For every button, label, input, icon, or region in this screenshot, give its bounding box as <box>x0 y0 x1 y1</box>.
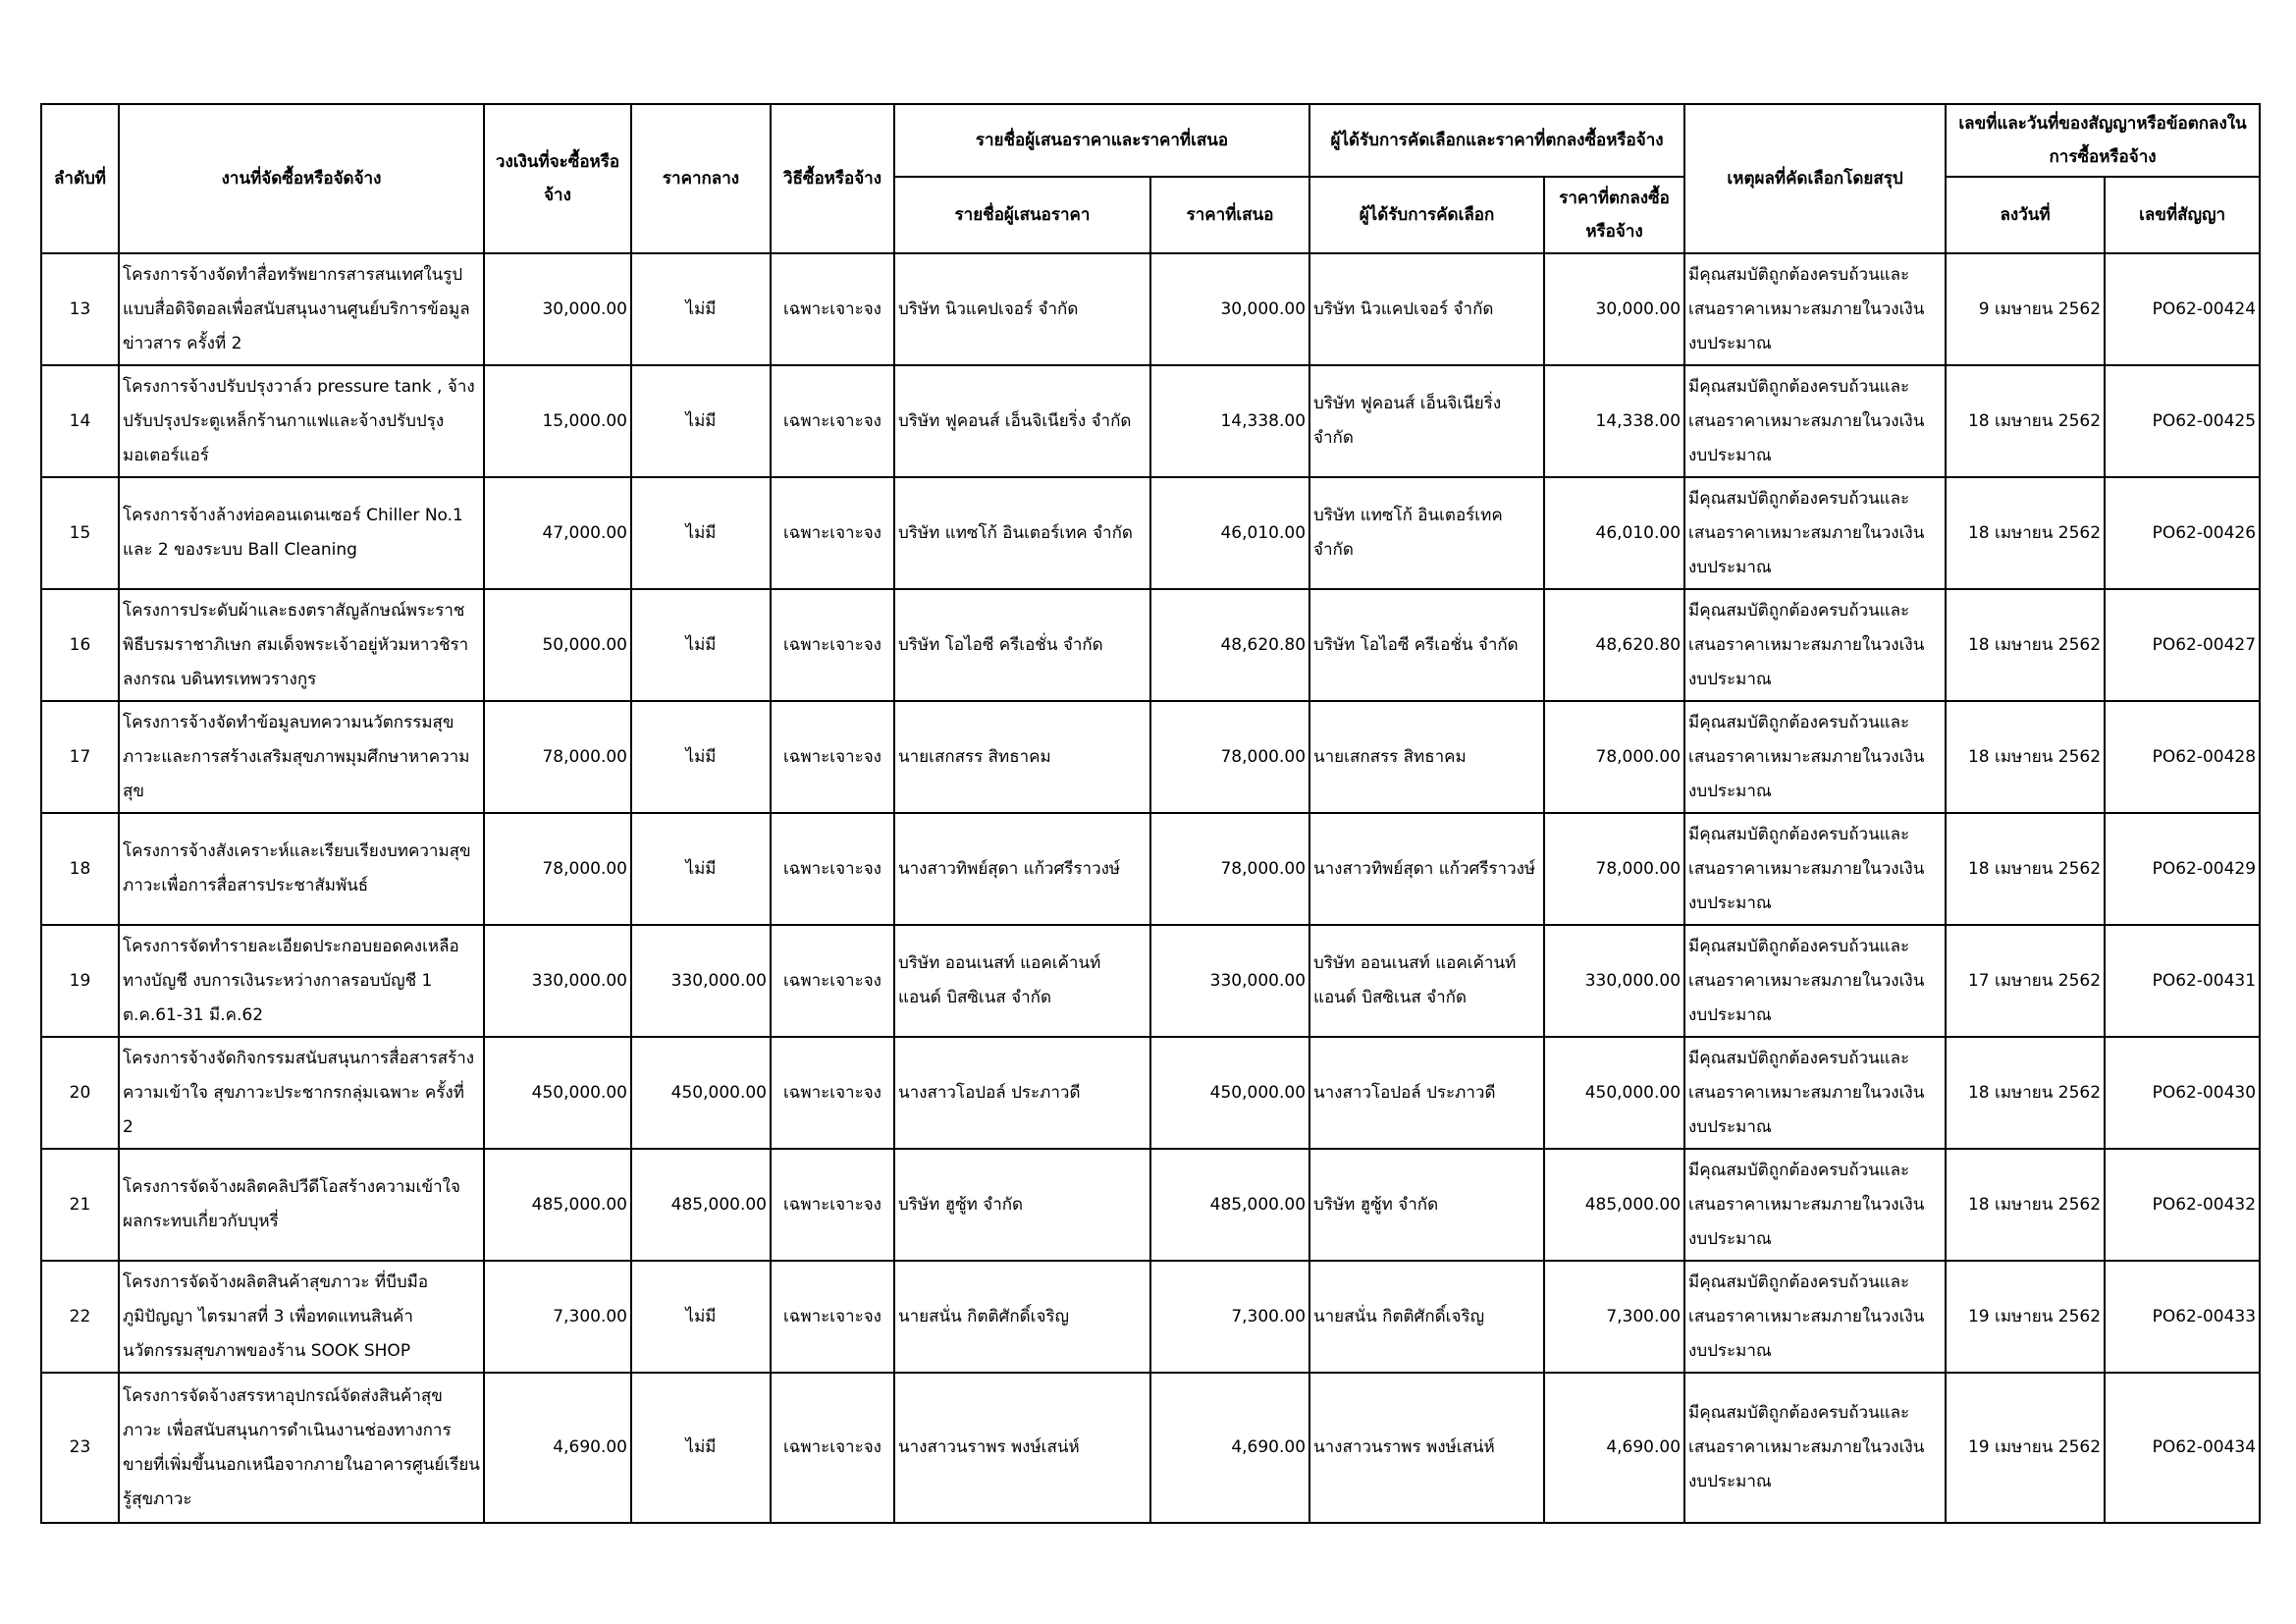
cell-contract-date: 18 เมษายน 2562 <box>1946 365 2105 477</box>
cell-reason: มีคุณสมบัติถูกต้องครบถ้วนและเสนอราคาเหมาะสมภายในวงเงินงบประมาณ <box>1684 925 1946 1037</box>
cell-reason: มีคุณสมบัติถูกต้องครบถ้วนและเสนอราคาเหมาะสมภายในวงเงินงบประมาณ <box>1684 1373 1946 1523</box>
cell-no: 17 <box>41 701 119 813</box>
cell-no: 20 <box>41 1037 119 1149</box>
cell-contract-no: PO62-00428 <box>2105 701 2260 813</box>
cell-selected: บริษัท ฮูซู้ท จำกัด <box>1309 1149 1544 1261</box>
cell-budget: 450,000.00 <box>484 1037 631 1149</box>
cell-median-price: 485,000.00 <box>631 1149 771 1261</box>
header-contract-group: เลขที่และวันที่ของสัญญาหรือข้อตกลงในการซื้อหรือจ้าง <box>1946 104 2260 177</box>
cell-bid-price: 46,010.00 <box>1150 477 1309 589</box>
cell-contract-date: 18 เมษายน 2562 <box>1946 1149 2105 1261</box>
table-row <box>41 1149 2260 1261</box>
cell-selected: นายสนั่น กิตติศักดิ์เจริญ <box>1309 1261 1544 1373</box>
cell-median-price: ไม่มี <box>631 1373 771 1523</box>
cell-contract-date: 19 เมษายน 2562 <box>1946 1261 2105 1373</box>
cell-selected: นางสาวนราพร พงษ์เสน่ห์ <box>1309 1373 1544 1523</box>
cell-no: 23 <box>41 1373 119 1523</box>
table-row <box>41 1261 2260 1373</box>
cell-contract-no: PO62-00425 <box>2105 365 2260 477</box>
cell-contract-no: PO62-00431 <box>2105 925 2260 1037</box>
cell-no: 13 <box>41 253 119 365</box>
cell-agreed-price: 14,338.00 <box>1544 365 1684 477</box>
table-body <box>41 253 2260 1523</box>
cell-no: 19 <box>41 925 119 1037</box>
cell-bid-price: 450,000.00 <box>1150 1037 1309 1149</box>
cell-budget: 78,000.00 <box>484 701 631 813</box>
header-selected-name: ผู้ได้รับการคัดเลือก <box>1309 177 1544 253</box>
cell-contract-no: PO62-00424 <box>2105 253 2260 365</box>
cell-contract-date: 18 เมษายน 2562 <box>1946 477 2105 589</box>
table-row <box>41 1373 2260 1523</box>
cell-bid-price: 14,338.00 <box>1150 365 1309 477</box>
cell-median-price: ไม่มี <box>631 589 771 701</box>
cell-bid-price: 78,000.00 <box>1150 701 1309 813</box>
cell-agreed-price: 485,000.00 <box>1544 1149 1684 1261</box>
cell-budget: 47,000.00 <box>484 477 631 589</box>
cell-bid-price: 48,620.80 <box>1150 589 1309 701</box>
cell-bid-price: 485,000.00 <box>1150 1149 1309 1261</box>
table-row <box>41 589 2260 701</box>
cell-no: 14 <box>41 365 119 477</box>
header-bid-price: ราคาที่เสนอ <box>1150 177 1309 253</box>
cell-reason: มีคุณสมบัติถูกต้องครบถ้วนและเสนอราคาเหมาะสมภายในวงเงินงบประมาณ <box>1684 701 1946 813</box>
cell-reason: มีคุณสมบัติถูกต้องครบถ้วนและเสนอราคาเหมาะสมภายในวงเงินงบประมาณ <box>1684 589 1946 701</box>
cell-bidder: บริษัท นิวแคปเจอร์ จำกัด <box>894 253 1150 365</box>
cell-bid-price: 78,000.00 <box>1150 813 1309 925</box>
cell-method: เฉพาะเจาะจง <box>771 813 894 925</box>
cell-budget: 30,000.00 <box>484 253 631 365</box>
header-bidder-name: รายชื่อผู้เสนอราคา <box>894 177 1150 253</box>
cell-no: 18 <box>41 813 119 925</box>
cell-budget: 50,000.00 <box>484 589 631 701</box>
cell-project: โครงการจัดจ้างผลิตสินค้าสุขภาวะ ที่บีบมือภูมิปัญญา ไตรมาสที่ 3 เพื่อทดแทนสินค้านวัตกรรมสุขภาพของร้าน SOOK SHOP <box>119 1261 484 1373</box>
cell-budget: 7,300.00 <box>484 1261 631 1373</box>
table-row <box>41 365 2260 477</box>
cell-agreed-price: 48,620.80 <box>1544 589 1684 701</box>
cell-contract-no: PO62-00429 <box>2105 813 2260 925</box>
cell-reason: มีคุณสมบัติถูกต้องครบถ้วนและเสนอราคาเหมาะสมภายในวงเงินงบประมาณ <box>1684 1149 1946 1261</box>
cell-agreed-price: 7,300.00 <box>1544 1261 1684 1373</box>
cell-agreed-price: 78,000.00 <box>1544 701 1684 813</box>
cell-median-price: ไม่มี <box>631 477 771 589</box>
cell-contract-date: 18 เมษายน 2562 <box>1946 1037 2105 1149</box>
cell-contract-date: 17 เมษายน 2562 <box>1946 925 2105 1037</box>
cell-reason: มีคุณสมบัติถูกต้องครบถ้วนและเสนอราคาเหมาะสมภายในวงเงินงบประมาณ <box>1684 365 1946 477</box>
cell-selected: บริษัท ออนเนสท์ แอคเค้านท์ แอนด์ บิสซิเนส จำกัด <box>1309 925 1544 1037</box>
cell-contract-date: 18 เมษายน 2562 <box>1946 589 2105 701</box>
cell-method: เฉพาะเจาะจง <box>771 1037 894 1149</box>
cell-bid-price: 7,300.00 <box>1150 1261 1309 1373</box>
cell-median-price: 450,000.00 <box>631 1037 771 1149</box>
header-no: ลำดับที่ <box>41 104 119 253</box>
cell-method: เฉพาะเจาะจง <box>771 1149 894 1261</box>
cell-contract-date: 9 เมษายน 2562 <box>1946 253 2105 365</box>
cell-no: 16 <box>41 589 119 701</box>
cell-median-price: ไม่มี <box>631 701 771 813</box>
cell-selected: บริษัท แทซโก้ อินเตอร์เทค จำกัด <box>1309 477 1544 589</box>
cell-bidder: บริษัท ฮูซู้ท จำกัด <box>894 1149 1150 1261</box>
table-row <box>41 925 2260 1037</box>
cell-contract-no: PO62-00434 <box>2105 1373 2260 1523</box>
cell-bidder: นายเสกสรร สิทธาคม <box>894 701 1150 813</box>
cell-reason: มีคุณสมบัติถูกต้องครบถ้วนและเสนอราคาเหมาะสมภายในวงเงินงบประมาณ <box>1684 253 1946 365</box>
cell-project: โครงการจ้างล้างท่อคอนเดนเซอร์ Chiller No.1 และ 2 ของระบบ Ball Cleaning <box>119 477 484 589</box>
cell-bidder: บริษัท โอไอซี ครีเอชั่น จำกัด <box>894 589 1150 701</box>
cell-selected: บริษัท โอไอซี ครีเอชั่น จำกัด <box>1309 589 1544 701</box>
cell-median-price: ไม่มี <box>631 1261 771 1373</box>
cell-budget: 4,690.00 <box>484 1373 631 1523</box>
cell-project: โครงการจัดจ้างผลิตคลิปวีดีโอสร้างความเข้าใจผลกระทบเกี่ยวกับบุหรี่ <box>119 1149 484 1261</box>
header-agreed-price: ราคาที่ตกลงซื้อหรือจ้าง <box>1544 177 1684 253</box>
cell-method: เฉพาะเจาะจง <box>771 589 894 701</box>
cell-bidder: บริษัท แทซโก้ อินเตอร์เทค จำกัด <box>894 477 1150 589</box>
cell-bid-price: 30,000.00 <box>1150 253 1309 365</box>
cell-project: โครงการจ้างจัดทำข้อมูลบทความนวัตกรรมสุขภาวะและการสร้างเสริมสุขภาพมุมศึกษาหาความสุข <box>119 701 484 813</box>
cell-reason: มีคุณสมบัติถูกต้องครบถ้วนและเสนอราคาเหมาะสมภายในวงเงินงบประมาณ <box>1684 477 1946 589</box>
cell-selected: นางสาวโอปอล์ ประภาวดี <box>1309 1037 1544 1149</box>
table-row <box>41 253 2260 365</box>
cell-agreed-price: 78,000.00 <box>1544 813 1684 925</box>
cell-project: โครงการประดับผ้าและธงตราสัญลักษณ์พระราชพิธีบรมราชาภิเษก สมเด็จพระเจ้าอยู่หัวมหาวชิราลงกรณ บดินทรเทพวรางกูร <box>119 589 484 701</box>
cell-selected: บริษัท นิวแคปเจอร์ จำกัด <box>1309 253 1544 365</box>
cell-bid-price: 330,000.00 <box>1150 925 1309 1037</box>
header-reason: เหตุผลที่คัดเลือกโดยสรุป <box>1684 104 1946 253</box>
header-project: งานที่จัดซื้อหรือจัดจ้าง <box>119 104 484 253</box>
table-row <box>41 701 2260 813</box>
header-bidders-group: รายชื่อผู้เสนอราคาและราคาที่เสนอ <box>894 104 1309 177</box>
cell-project: โครงการจ้างสังเคราะห์และเรียบเรียงบทความสุขภาวะเพื่อการสื่อสารประชาสัมพันธ์ <box>119 813 484 925</box>
cell-bidder: นางสาวนราพร พงษ์เสน่ห์ <box>894 1373 1150 1523</box>
cell-no: 21 <box>41 1149 119 1261</box>
cell-method: เฉพาะเจาะจง <box>771 1261 894 1373</box>
cell-contract-no: PO62-00430 <box>2105 1037 2260 1149</box>
cell-median-price: ไม่มี <box>631 813 771 925</box>
cell-method: เฉพาะเจาะจง <box>771 365 894 477</box>
cell-no: 15 <box>41 477 119 589</box>
cell-budget: 15,000.00 <box>484 365 631 477</box>
cell-agreed-price: 330,000.00 <box>1544 925 1684 1037</box>
cell-contract-no: PO62-00432 <box>2105 1149 2260 1261</box>
cell-contract-no: PO62-00426 <box>2105 477 2260 589</box>
cell-method: เฉพาะเจาะจง <box>771 477 894 589</box>
table-row <box>41 477 2260 589</box>
header-selected-group: ผู้ได้รับการคัดเลือกและราคาที่ตกลงซื้อหรือจ้าง <box>1309 104 1684 177</box>
cell-contract-no: PO62-00433 <box>2105 1261 2260 1373</box>
cell-bidder: นายสนั่น กิตติศักดิ์เจริญ <box>894 1261 1150 1373</box>
cell-agreed-price: 30,000.00 <box>1544 253 1684 365</box>
cell-selected: บริษัท ฟูคอนส์ เอ็นจิเนียริ่ง จำกัด <box>1309 365 1544 477</box>
cell-agreed-price: 450,000.00 <box>1544 1037 1684 1149</box>
cell-median-price: 330,000.00 <box>631 925 771 1037</box>
cell-contract-no: PO62-00427 <box>2105 589 2260 701</box>
cell-budget: 485,000.00 <box>484 1149 631 1261</box>
table-row <box>41 813 2260 925</box>
procurement-table <box>40 103 2261 1524</box>
table-row <box>41 1037 2260 1149</box>
cell-project: โครงการจัดทำรายละเอียดประกอบยอดคงเหลือทางบัญชี งบการเงินระหว่างกาลรอบบัญชี 1 ต.ค.61-31 มี.ค.62 <box>119 925 484 1037</box>
cell-median-price: ไม่มี <box>631 365 771 477</box>
cell-method: เฉพาะเจาะจง <box>771 253 894 365</box>
cell-reason: มีคุณสมบัติถูกต้องครบถ้วนและเสนอราคาเหมาะสมภายในวงเงินงบประมาณ <box>1684 1037 1946 1149</box>
cell-budget: 330,000.00 <box>484 925 631 1037</box>
cell-contract-date: 19 เมษายน 2562 <box>1946 1373 2105 1523</box>
cell-project: โครงการจัดจ้างสรรหาอุปกรณ์จัดส่งสินค้าสุขภาวะ เพื่อสนับสนุนการดำเนินงานช่องทางการขายที่เพิ่มขึ้นนอกเหนือจากภายในอาคารศูนย์เรียนรู้สุขภาวะ <box>119 1373 484 1523</box>
cell-selected: นางสาวทิพย์สุดา แก้วศรีราวงษ์ <box>1309 813 1544 925</box>
cell-reason: มีคุณสมบัติถูกต้องครบถ้วนและเสนอราคาเหมาะสมภายในวงเงินงบประมาณ <box>1684 1261 1946 1373</box>
table-header <box>41 104 2260 253</box>
cell-budget: 78,000.00 <box>484 813 631 925</box>
cell-method: เฉพาะเจาะจง <box>771 925 894 1037</box>
cell-bidder: นางสาวทิพย์สุดา แก้วศรีราวงษ์ <box>894 813 1150 925</box>
header-median-price: ราคากลาง <box>631 104 771 253</box>
cell-agreed-price: 46,010.00 <box>1544 477 1684 589</box>
header-contract-date: ลงวันที่ <box>1946 177 2105 253</box>
cell-contract-date: 18 เมษายน 2562 <box>1946 813 2105 925</box>
cell-method: เฉพาะเจาะจง <box>771 1373 894 1523</box>
cell-project: โครงการจ้างจัดกิจกรรมสนับสนุนการสื่อสารสร้างความเข้าใจ สุขภาวะประชากรกลุ่มเฉพาะ ครั้งที่ 2 <box>119 1037 484 1149</box>
cell-bidder: นางสาวโอปอล์ ประภาวดี <box>894 1037 1150 1149</box>
cell-bidder: บริษัท ออนเนสท์ แอคเค้านท์ แอนด์ บิสซิเนส จำกัด <box>894 925 1150 1037</box>
cell-bidder: บริษัท ฟูคอนส์ เอ็นจิเนียริ่ง จำกัด <box>894 365 1150 477</box>
cell-selected: นายเสกสรร สิทธาคม <box>1309 701 1544 813</box>
cell-contract-date: 18 เมษายน 2562 <box>1946 701 2105 813</box>
cell-no: 22 <box>41 1261 119 1373</box>
header-budget: วงเงินที่จะซื้อหรือจ้าง <box>484 104 631 253</box>
cell-median-price: ไม่มี <box>631 253 771 365</box>
header-contract-no: เลขที่สัญญา <box>2105 177 2260 253</box>
cell-agreed-price: 4,690.00 <box>1544 1373 1684 1523</box>
header-method: วิธีซื้อหรือจ้าง <box>771 104 894 253</box>
cell-method: เฉพาะเจาะจง <box>771 701 894 813</box>
cell-reason: มีคุณสมบัติถูกต้องครบถ้วนและเสนอราคาเหมาะสมภายในวงเงินงบประมาณ <box>1684 813 1946 925</box>
cell-project: โครงการจ้างปรับปรุงวาล์ว pressure tank , จ้างปรับปรุงประตูเหล็กร้านกาแฟและจ้างปรับปรุงมอเตอร์แอร์ <box>119 365 484 477</box>
cell-project: โครงการจ้างจัดทำสื่อทรัพยากรสารสนเทศในรูปแบบสื่อดิจิตอลเพื่อสนับสนุนงานศูนย์บริการข้อมูลข่าวสาร ครั้งที่ 2 <box>119 253 484 365</box>
cell-bid-price: 4,690.00 <box>1150 1373 1309 1523</box>
